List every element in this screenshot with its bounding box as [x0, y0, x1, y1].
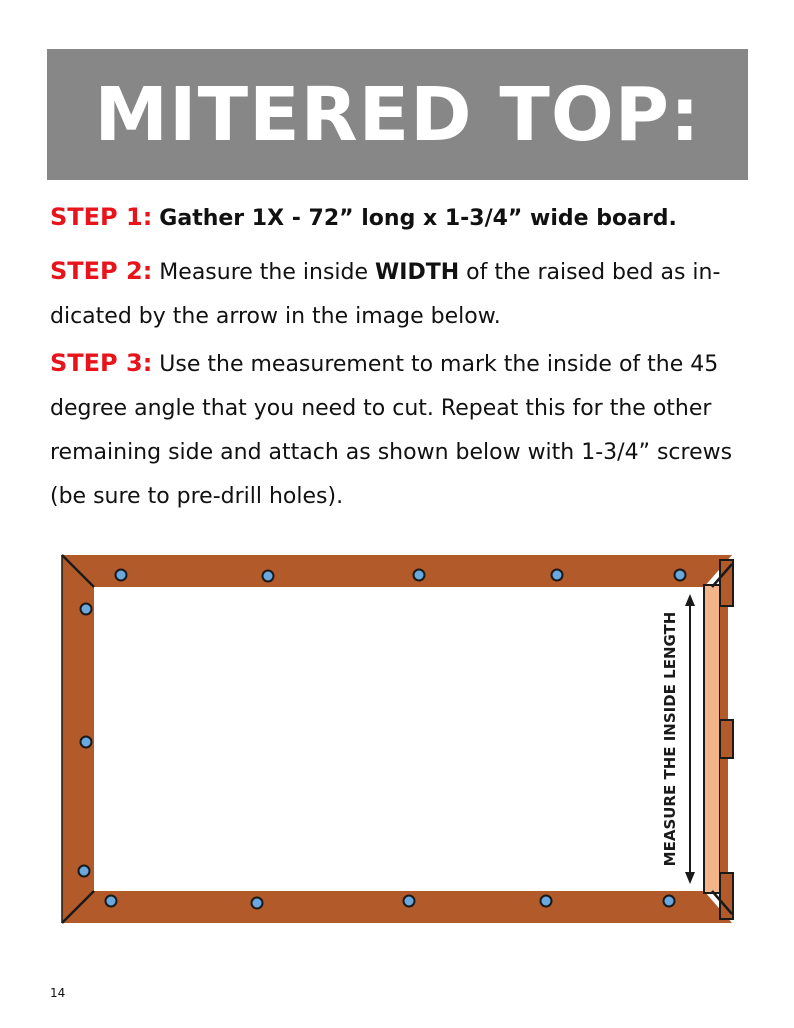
page-title: MITERED TOP: [94, 71, 701, 158]
screw [552, 570, 563, 581]
screw [263, 571, 274, 582]
step-1-label: STEP 1: [50, 203, 153, 231]
mitered-top-diagram [0, 540, 794, 940]
title-banner [47, 49, 748, 180]
page-number: 14 [50, 986, 66, 1000]
step-3-text: Use the measurement to mark the inside of the 45 degree angle that you need to cut. Repeat this for the other remaining side and attach as shown below with 1-3/4” screws (be sure to pre-drill holes). [50, 352, 733, 509]
screw [541, 896, 552, 907]
screw [106, 896, 117, 907]
screws [79, 570, 686, 909]
right-tab-middle [720, 720, 733, 758]
step-2-text-before: Measure the inside [159, 260, 376, 285]
step-3-label: STEP 3: [50, 349, 153, 377]
step-2-label: STEP 2: [50, 257, 153, 285]
bottom-board [62, 891, 732, 923]
screw [404, 896, 415, 907]
right-inner-board [704, 585, 720, 893]
screw [414, 570, 425, 581]
screw [79, 866, 90, 877]
screw [675, 570, 686, 581]
step-2 [50, 249, 750, 339]
screw [116, 570, 127, 581]
screw [81, 604, 92, 615]
screw [81, 737, 92, 748]
arrow-head-up-icon [685, 594, 695, 606]
measure-label: MEASURE THE INSIDE LENGTH [661, 611, 679, 867]
step-2-text-after: of the raised bed as in-dicated by the arrow in the image below. [50, 260, 721, 329]
step-1 [50, 195, 750, 241]
step-3 [50, 341, 750, 519]
screw [252, 898, 263, 909]
arrow-head-down-icon [685, 872, 695, 884]
step-2-emphasis: WIDTH [375, 260, 460, 285]
screw [664, 896, 675, 907]
top-board [62, 555, 732, 587]
step-1-text: Gather 1X - 72” long x 1-3/4” wide board. [159, 206, 677, 231]
